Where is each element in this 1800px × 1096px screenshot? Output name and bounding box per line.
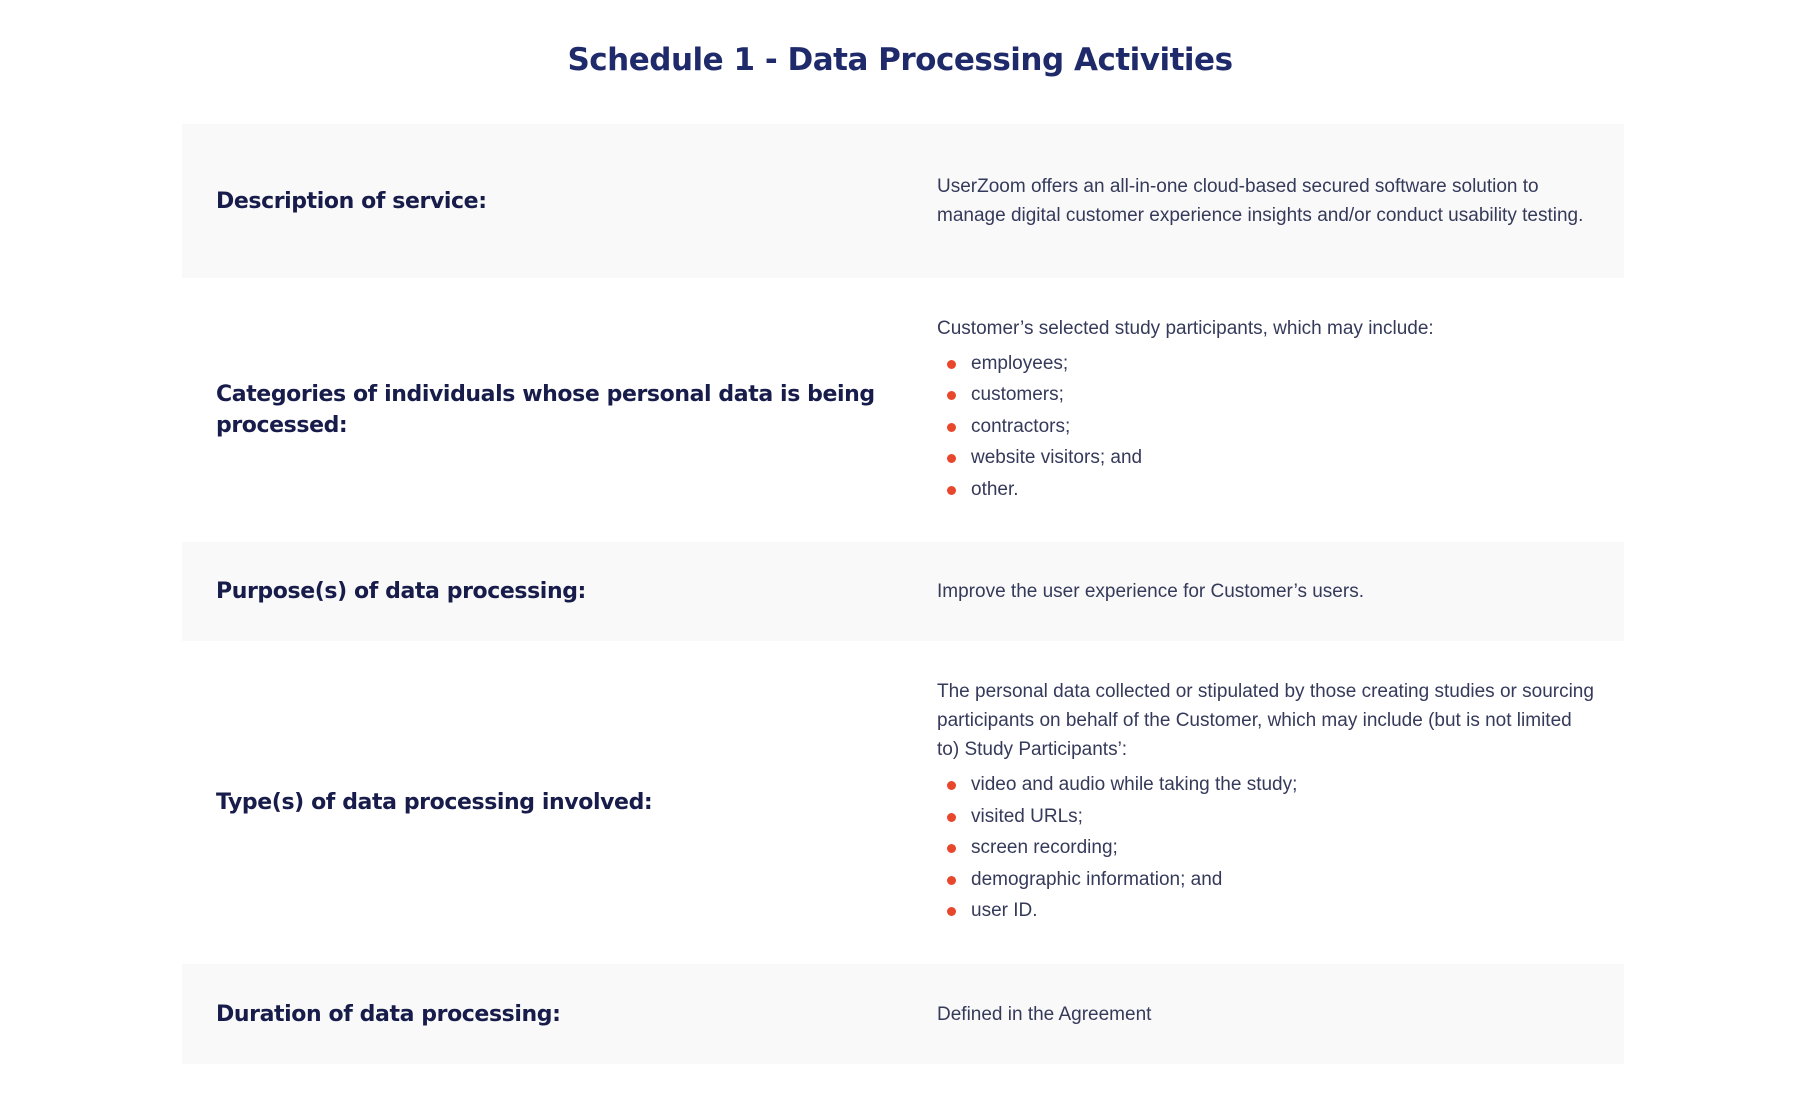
list-item-text: other. (971, 478, 1019, 500)
row-description-of-service (182, 124, 1624, 278)
row-label: Purpose(s) of data processing: (216, 579, 586, 604)
row-label: Description of service: (216, 188, 487, 214)
row-text: Defined in the Agreement (937, 1003, 1152, 1025)
row-text: The personal data collected or stipulated by those creating studies or sourcing participants on behalf of the Customer, which may include (but is not limited to) Study Participants’: (937, 681, 1594, 761)
list-item-text: employees; (971, 352, 1069, 374)
row-text: Improve the user experience for Customer’s users. (937, 581, 1364, 602)
list-item (937, 443, 1597, 475)
row-value (937, 577, 1597, 606)
bullet-icon (947, 454, 956, 463)
bullet-icon (947, 423, 956, 432)
list-item (937, 412, 1597, 444)
list-item (937, 833, 1597, 865)
list-item-text: demographic information; and (971, 868, 1223, 890)
row-label: Duration of data processing: (216, 1001, 561, 1027)
row-types-of-processing (182, 641, 1624, 964)
bullet-icon (947, 876, 956, 885)
list-item-text: video and audio while taking the study; (971, 774, 1298, 796)
list-item-text: website visitors; and (971, 447, 1143, 469)
bullet-list (937, 770, 1597, 928)
page-title: Schedule 1 - Data Processing Activities (567, 42, 1233, 78)
row-label: Type(s) of data processing involved: (216, 790, 653, 815)
list-item (937, 349, 1597, 381)
row-value (937, 172, 1597, 230)
row-text: UserZoom offers an all-in-one cloud-based secured software solution to manage digital customer experience insights and/or conduct usability testing. (937, 176, 1584, 226)
list-item (937, 770, 1597, 802)
row-purpose-of-processing (182, 542, 1624, 641)
list-item (937, 380, 1597, 412)
list-item-text: contractors; (971, 415, 1071, 437)
bullet-icon (947, 391, 956, 400)
bullet-icon (947, 781, 956, 790)
list-item (937, 896, 1597, 928)
list-item-text: customers; (971, 384, 1064, 406)
list-item-text: user ID. (971, 900, 1038, 922)
bullet-icon (947, 907, 956, 916)
list-item (937, 475, 1597, 507)
row-value (937, 314, 1597, 507)
row-label: Categories of individuals whose personal data is being processed: (216, 382, 875, 438)
bullet-icon (947, 486, 956, 495)
row-categories-of-individuals (182, 278, 1624, 542)
bullet-icon (947, 360, 956, 369)
bullet-icon (947, 813, 956, 822)
list-item (937, 865, 1597, 897)
list-item-text: screen recording; (971, 837, 1118, 859)
list-item-text: visited URLs; (971, 805, 1083, 827)
row-text: Customer’s selected study participants, which may include: (937, 317, 1434, 339)
bullet-list (937, 349, 1597, 507)
data-processing-table (182, 124, 1624, 1064)
row-duration-of-processing (182, 964, 1624, 1064)
list-item (937, 802, 1597, 834)
row-value (937, 1000, 1597, 1029)
row-value (937, 677, 1597, 928)
bullet-icon (947, 844, 956, 853)
